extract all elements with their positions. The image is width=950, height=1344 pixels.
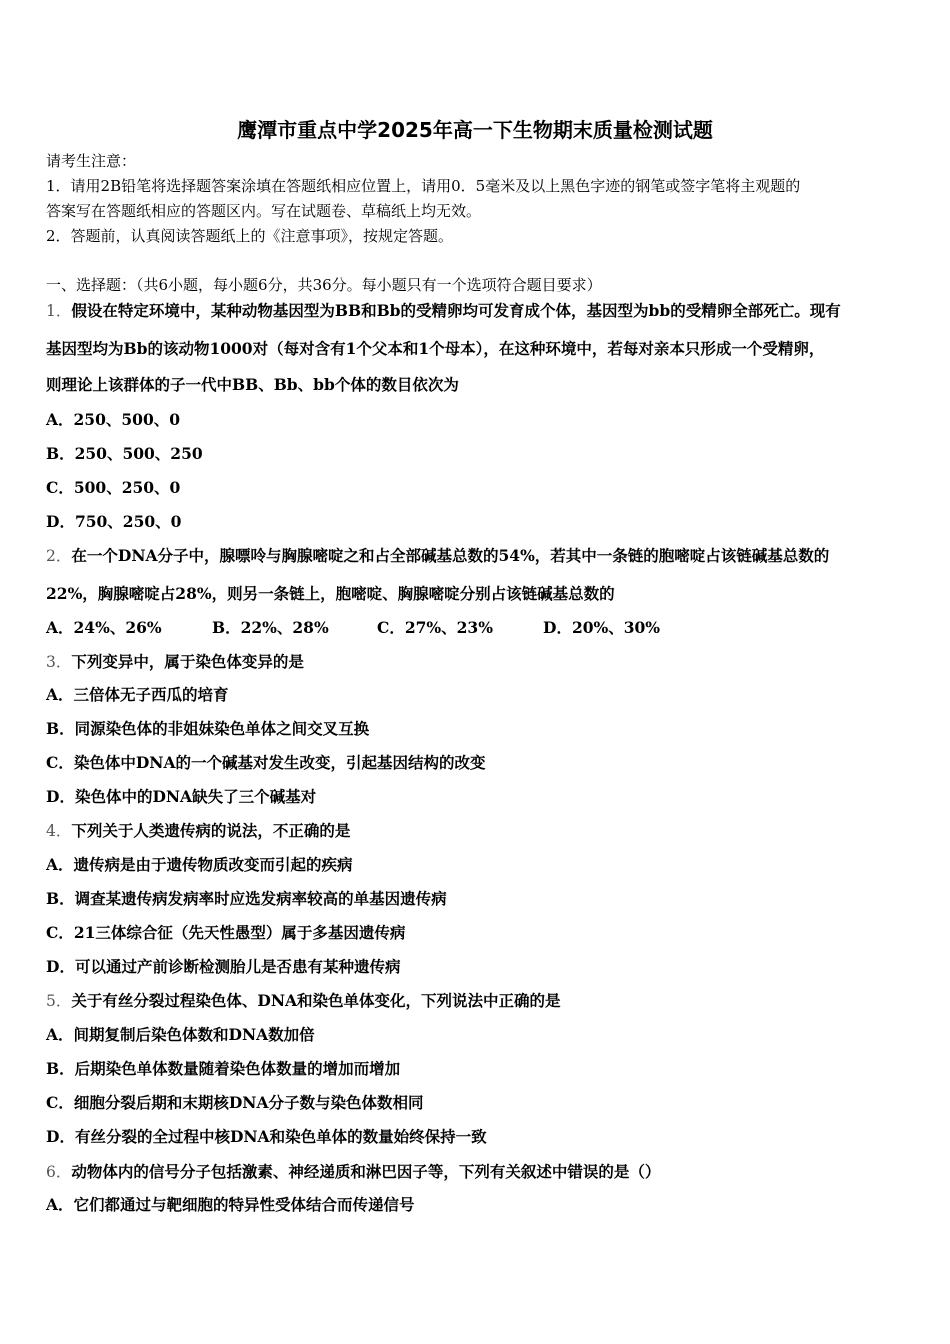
question-text: 基因型均为Bb的该动物1000对（每对含有1个父本和1个母本），在这种环境中，若每对亲本只形成一个受精卵，	[46, 339, 825, 358]
option-d: D．染色体中的DNA缺失了三个碱基对	[46, 787, 317, 806]
option-c: C．细胞分裂后期和末期核DNA分子数与染色体数相同	[46, 1093, 424, 1112]
notice-line: 答案写在答题纸相应的答题区内。写在试题卷、草稿纸上均无效。	[46, 202, 482, 220]
question-number: 2．	[46, 547, 72, 565]
question-number: 5．	[46, 992, 72, 1010]
question-text: 22%，胸腺嘧啶占28%，则另一条链上，胞嘧啶、胸腺嘧啶分别占该链碱基总数的	[46, 584, 615, 603]
option-c: C．27%、23%	[377, 618, 493, 637]
option-a: A．它们都通过与靶细胞的特异性受体结合而传递信号	[46, 1195, 415, 1214]
section-heading: 一、选择题：（共6小题，每小题6分，共36分。每小题只有一个选项符合题目要求）	[46, 276, 602, 294]
option-d: D．可以通过产前诊断检测胎儿是否患有某种遗传病	[46, 957, 401, 976]
question-number: 3．	[46, 653, 72, 671]
question-5	[46, 991, 561, 1011]
option-a: A．24%、26%	[46, 618, 162, 637]
question-3	[46, 652, 304, 672]
question-text: 动物体内的信号分子包括激素、神经递质和淋巴因子等，下列有关叙述中错误的是（）	[71, 1162, 661, 1181]
option-a: A．遗传病是由于遗传物质改变而引起的疾病	[46, 855, 353, 874]
question-number: 4．	[46, 822, 72, 840]
option-a: A．三倍体无子西瓜的培育	[46, 685, 229, 704]
notice-heading: 请考生注意：	[46, 152, 137, 170]
question-4	[46, 821, 350, 841]
question-text: 下列变异中，属于染色体变异的是	[71, 652, 304, 671]
question-text: 则理论上该群体的子一代中BB、Bb、bb个体的数目依次为	[46, 375, 459, 394]
option-a: A．间期复制后染色体数和DNA数加倍	[46, 1025, 315, 1044]
option-d: D．20%、30%	[543, 618, 661, 637]
question-text: 关于有丝分裂过程染色体、DNA和染色单体变化，下列说法中正确的是	[71, 991, 561, 1010]
option-b: B．后期染色单体数量随着染色体数量的增加而增加	[46, 1059, 401, 1078]
page-title: 鹰潭市重点中学2025年高一下生物期末质量检测试题	[237, 118, 713, 142]
option-a: A．250、500、0	[46, 410, 181, 429]
question-text: 下列关于人类遗传病的说法，不正确的是	[71, 821, 351, 840]
question-text: 假设在特定环境中，某种动物基因型为BB和Bb的受精卵均可发育成个体，基因型为bb的受精卵全部死亡。现有	[71, 301, 841, 320]
option-c: C．染色体中DNA的一个碱基对发生改变，引起基因结构的改变	[46, 753, 486, 772]
option-c: C．21三体综合征（先天性愚型）属于多基因遗传病	[46, 923, 406, 942]
notice-line: 1．请用2B铅笔将选择题答案涂填在答题纸相应位置上，请用0．5毫米及以上黑色字迹的钢笔或签字笔将主观题的	[46, 177, 801, 195]
question-number: 1．	[46, 302, 72, 320]
option-b: B．调查某遗传病发病率时应选发病率较高的单基因遗传病	[46, 889, 447, 908]
option-b: B．同源染色体的非姐妹染色单体之间交叉互换	[46, 719, 370, 738]
option-d: D．750、250、0	[46, 512, 182, 531]
question-1	[46, 301, 841, 321]
question-text: 在一个DNA分子中，腺嘌呤与胸腺嘧啶之和占全部碱基总数的54%，若其中一条链的胞嘧啶占该链碱基总数的	[71, 546, 830, 565]
option-b: B．22%、28%	[212, 618, 329, 637]
notice-line: 2．答题前，认真阅读答题纸上的《注意事项》，按规定答题。	[46, 227, 454, 245]
question-6	[46, 1162, 660, 1182]
option-c: C．500、250、0	[46, 478, 181, 497]
option-b: B．250、500、250	[46, 444, 203, 463]
option-d: D．有丝分裂的全过程中核DNA和染色单体的数量始终保持一致	[46, 1127, 487, 1146]
question-number: 6．	[46, 1163, 72, 1181]
question-2	[46, 546, 829, 566]
